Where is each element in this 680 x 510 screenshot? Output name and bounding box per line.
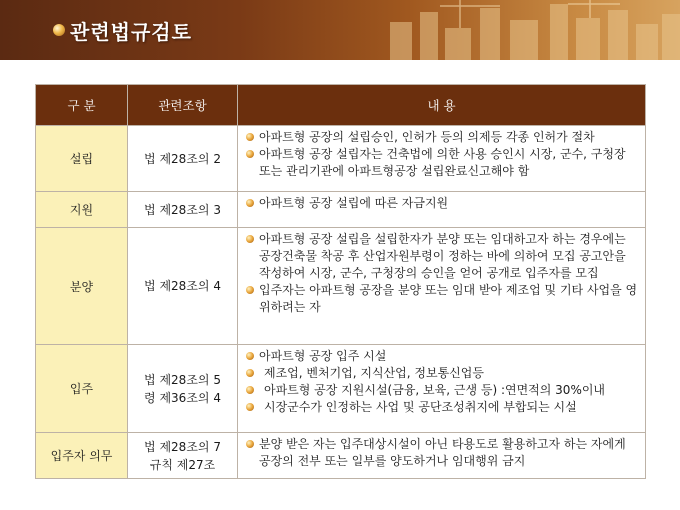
law-line: 법 제28조의 3	[144, 202, 221, 217]
law-line: 령 제36조의 4	[144, 390, 221, 405]
row-law	[128, 192, 238, 228]
regulation-table-container	[35, 84, 645, 479]
law-line: 법 제28조의 4	[144, 279, 221, 293]
table-row	[36, 126, 646, 192]
table-row	[36, 433, 646, 479]
title-bar	[0, 0, 680, 60]
law-line: 법 제28조의 7	[144, 439, 221, 454]
page-title: 관련법규검토	[70, 20, 192, 44]
list-item: 아파트형 공장의 설립승인, 인허가 등의 의제등 각종 인허가 절차	[246, 129, 639, 146]
row-law	[128, 345, 238, 433]
header-content: 내 용	[238, 85, 646, 126]
bullet-icon	[246, 352, 254, 360]
city-skyline-image	[350, 0, 680, 60]
bullet-icon	[246, 403, 254, 411]
row-category: 지원	[36, 192, 128, 228]
list-item: 제조업, 벤처기업, 지식산업, 정보통신업등	[246, 365, 639, 382]
bullet-icon	[246, 369, 254, 377]
list-item: 아파트형 공장 설립자는 건축법에 의한 사용 승인시 시장, 군수, 구청장 또는 관리기관에 아파트형공장 설립완료신고해야 함	[246, 146, 639, 180]
regulation-table	[35, 84, 646, 479]
bullet-icon	[246, 235, 254, 243]
table-row	[36, 345, 646, 433]
row-content	[238, 192, 646, 228]
list-item: 시장군수가 인정하는 사업 및 공단조성취지에 부합되는 시설	[246, 399, 639, 416]
law-line: 법 제28조의 2	[144, 151, 221, 166]
bullet-icon	[246, 286, 254, 294]
law-line: 법 제28조의 5	[144, 372, 221, 387]
row-law	[128, 126, 238, 192]
list-item: 분양 받은 자는 입주대상시설이 아닌 타용도로 활용하고자 하는 자에게 공장의 전부 또는 일부를 양도하거나 임대행위 금지	[246, 436, 639, 470]
table-row	[36, 192, 646, 228]
list-item: 아파트형 공장 설립에 따른 자금지원	[246, 195, 639, 212]
list-item: 아파트형 공장 설립을 설립한자가 분양 또는 임대하고자 하는 경우에는 공장건축물 착공 후 산업자원부령이 정하는 바에 의하여 모집 공고안을 작성하여 시장, 군수, 구청장의 승인을 얻어 공개로 입주자를 모집	[246, 231, 639, 282]
table-header-row	[36, 85, 646, 126]
row-content	[238, 228, 646, 345]
bullet-icon	[246, 150, 254, 158]
row-content	[238, 345, 646, 433]
title-bullet-icon	[53, 24, 65, 36]
row-law	[128, 433, 238, 479]
table-row	[36, 228, 646, 345]
list-item: 아파트형 공장 입주 시설	[246, 348, 639, 365]
row-law	[128, 228, 238, 345]
header-law: 관련조항	[128, 85, 238, 126]
law-line: 규칙 제27조	[149, 457, 216, 472]
bullet-icon	[246, 133, 254, 141]
bullet-icon	[246, 440, 254, 448]
list-item: 아파트형 공장 지원시설(금융, 보육, 근생 등) :연면적의 30%이내	[246, 382, 639, 399]
row-category: 분양	[36, 228, 128, 345]
bullet-icon	[246, 386, 254, 394]
row-content	[238, 433, 646, 479]
bullet-icon	[246, 199, 254, 207]
row-category: 설립	[36, 126, 128, 192]
row-category: 입주자 의무	[36, 433, 128, 479]
header-category: 구 분	[36, 85, 128, 126]
row-category: 입주	[36, 345, 128, 433]
list-item: 입주자는 아파트형 공장을 분양 또는 임대 받아 제조업 및 기타 사업을 영위하려는 자	[246, 282, 639, 316]
row-content	[238, 126, 646, 192]
